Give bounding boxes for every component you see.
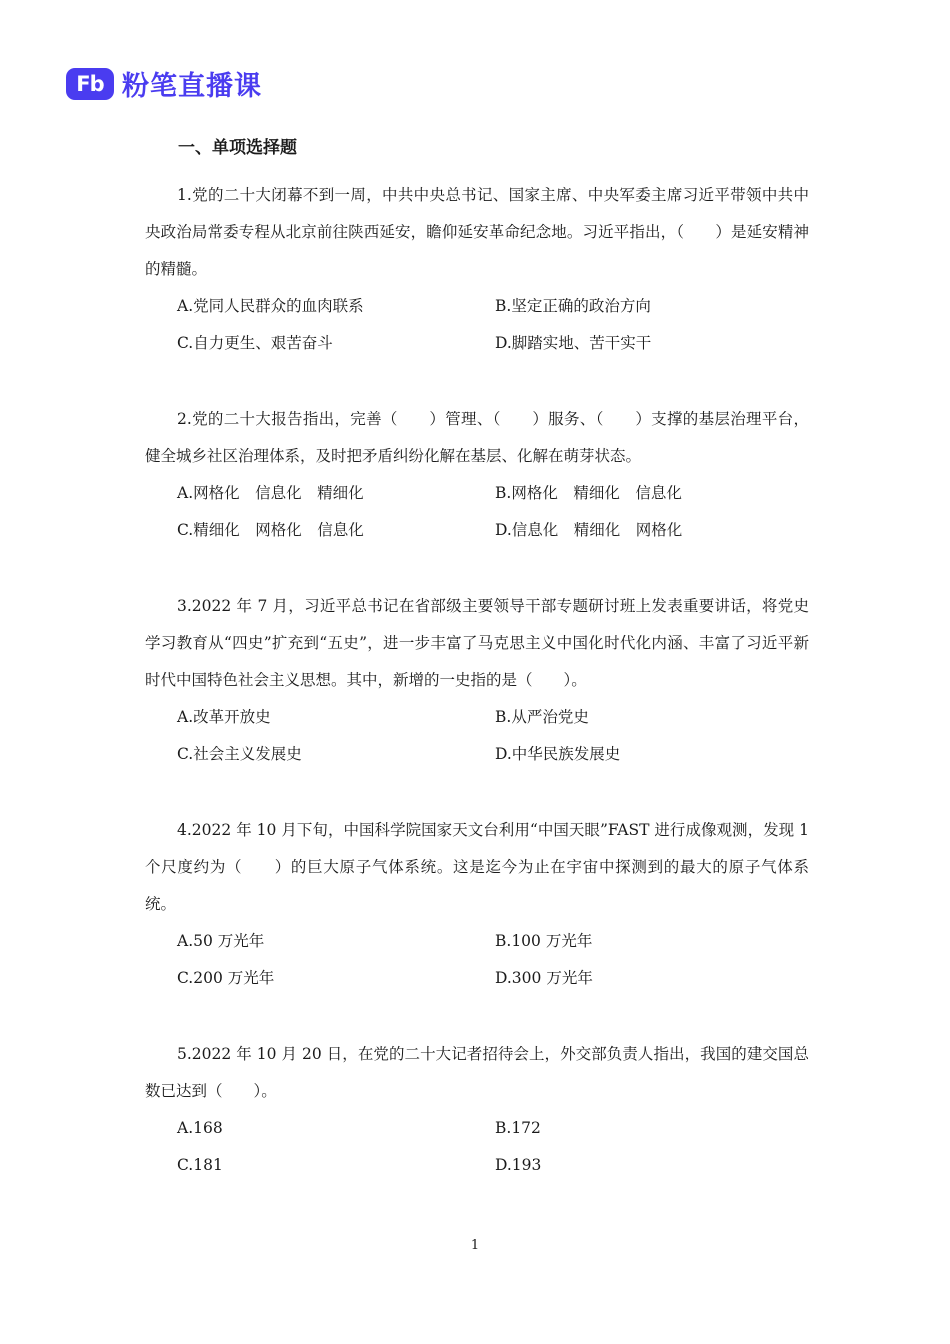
option-grid (177, 288, 809, 362)
option-c: C.200 万光年 (177, 969, 275, 987)
question-stem: 2.党的二十大报告指出，完善（ ）管理、（ ）服务、（ ）支撑的基层治理平台，健全城乡社区治理体系，及时把矛盾纠纷化解在基层、化解在萌芽状态。 (145, 410, 809, 465)
option-d: D.信息化 精细化 网格化 (495, 521, 683, 539)
option-c: C.精细化 网格化 信息化 (177, 521, 364, 539)
question-5 (145, 1036, 809, 1184)
option-d: D.脚踏实地、苦干实干 (495, 334, 652, 352)
option-b: B.172 (495, 1119, 541, 1137)
question-stem: 4.2022 年 10 月下旬，中国科学院国家天文台利用“中国天眼”FAST 进行成像观测，发现 1 个尺度约为（ ）的巨大原子气体系统。这是迄今为止在宇宙中探测到的最大的原子气体系统。 (145, 821, 809, 913)
option-d: D.300 万光年 (495, 969, 593, 987)
option-b: B.网格化 精细化 信息化 (495, 484, 682, 502)
question-4 (145, 812, 809, 997)
option-a: A.50 万光年 (177, 932, 265, 950)
question-stem: 1.党的二十大闭幕不到一周，中共中央总书记、国家主席、中央军委主席习近平带领中共中央政治局常委专程从北京前往陕西延安，瞻仰延安革命纪念地。习近平指出，（ ）是延安精神的精髓。 (145, 186, 809, 278)
brand-name: 粉笔直播课 (122, 71, 262, 102)
option-b: B.从严治党史 (495, 708, 589, 726)
option-b: B.100 万光年 (495, 932, 593, 950)
option-a: A.改革开放史 (177, 708, 271, 726)
option-a: A.党同人民群众的血肉联系 (177, 297, 364, 315)
question-1 (145, 177, 809, 362)
option-grid (177, 699, 809, 773)
option-grid (177, 923, 809, 997)
question-3 (145, 588, 809, 773)
option-grid (177, 475, 809, 549)
option-d: D.中华民族发展史 (495, 745, 621, 763)
option-c: C.社会主义发展史 (177, 745, 302, 763)
question-2 (145, 401, 809, 549)
option-b: B.坚定正确的政治方向 (495, 297, 651, 315)
option-c: C.181 (177, 1156, 223, 1174)
option-a: A.网格化 信息化 精细化 (177, 484, 364, 502)
page-number: 1 (470, 1238, 480, 1253)
logo-mark-icon: Fb (66, 68, 114, 100)
question-stem: 5.2022 年 10 月 20 日，在党的二十大记者招待会上，外交部负责人指出，我国的建交国总数已达到（ ）。 (145, 1045, 809, 1100)
option-grid (177, 1110, 809, 1184)
option-d: D.193 (495, 1156, 542, 1174)
section-title: 一、单项选择题 (178, 138, 297, 158)
brand-logo (66, 64, 262, 103)
question-stem: 3.2022 年 7 月，习近平总书记在省部级主要领导干部专题研讨班上发表重要讲话，将党史学习教育从“四史”扩充到“五史”，进一步丰富了马克思主义中国化时代化内涵、丰富了习近平新时代中国特色社会主义思想。其中，新增的一史指的是（ ）。 (145, 597, 809, 689)
option-c: C.自力更生、艰苦奋斗 (177, 334, 333, 352)
option-a: A.168 (177, 1119, 223, 1137)
